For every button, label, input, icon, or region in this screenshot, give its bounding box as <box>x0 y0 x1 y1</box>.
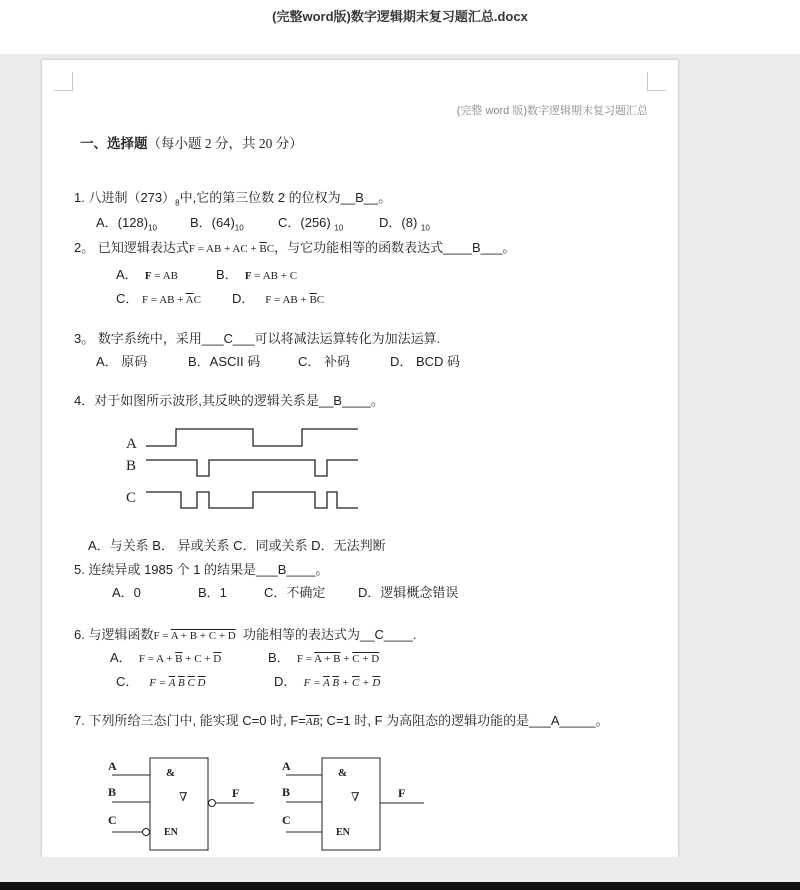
question-6-expression: F = A + B + C + D <box>153 630 236 642</box>
svg-text:A: A <box>108 759 117 773</box>
svg-text:∇: ∇ <box>351 790 360 804</box>
question-4-options: A．与关系 B． 异或关系 C．同或关系 D．无法判断 <box>88 538 386 553</box>
margin-corner-top-left <box>54 72 73 91</box>
svg-text:∇: ∇ <box>179 790 188 804</box>
tristate-gate-a <box>104 756 264 856</box>
question-5-stem: 5. 连续异或 1985 个 1 的结果是___B____。 <box>74 562 329 577</box>
question-1-option-c: C．(256) $_{10}$ <box>278 215 344 233</box>
tristate-gate-b <box>278 756 438 856</box>
question-3-option-b: B．ASCII 码 <box>188 354 261 369</box>
signal-label-b: B <box>126 458 137 474</box>
question-2-option-d: D． F = AB + $\overline{B}C$ <box>232 291 325 306</box>
svg-text:B: B <box>282 785 291 799</box>
question-6-option-d: D． $F = \overline{A}$ $\overline{B} + \overline{C} + \overline{D}$ <box>274 674 381 689</box>
svg-text:F: F <box>232 786 240 800</box>
svg-text:EN: EN <box>164 827 178 838</box>
question-1-option-a: A．$(128)_{10}$ <box>96 215 157 233</box>
question-2-stem: 2。 已知逻辑表达式F = AB + AC + $\overline{B}C$，与它功能相等的函数表达式____B___。 <box>74 240 516 255</box>
page-header: (完整 word 版)数字逻辑期末复习题汇总 <box>456 105 648 117</box>
question-5-option-d: D．逻辑概念错误 <box>358 585 459 600</box>
bottom-bar <box>0 882 800 890</box>
question-6-option-b: B． F = A + B + C + D <box>268 650 380 665</box>
svg-text:EN: EN <box>336 827 350 838</box>
document-page <box>42 60 678 857</box>
section-title: 一、选择题（每小题 2 分，共 20 分） <box>80 136 303 151</box>
question-3-option-a: A． 原码 <box>96 354 148 369</box>
question-7-stem: 7. 下列所给三态门中, 能实现 C=0 时, $F=\overline{AB}$; C=1 时, F 为高阻态的逻辑功能的是___A_____。 <box>74 713 609 728</box>
waveform-c <box>146 492 358 508</box>
question-2-option-c: C． F = AB + $\overline{A}C$ <box>116 291 201 306</box>
question-3-stem: 3。 数字系统中，采用___C___可以将减法运算转化为加法运算. <box>74 331 441 346</box>
signal-label-c: C <box>126 490 137 506</box>
question-5-option-a: A．0 <box>112 585 141 600</box>
document-title: (完整word版)数字逻辑期末复习题汇总.docx <box>272 9 528 24</box>
question-7-expression: $\overline{AB}$ <box>305 716 320 728</box>
svg-text:B: B <box>108 785 117 799</box>
question-6-stem: 6. 与逻辑函数F = A + B + C + D 功能相等的表达式为__C____. <box>74 627 417 642</box>
waveform-b <box>146 460 358 476</box>
question-5-option-c: C．不确定 <box>264 585 326 600</box>
svg-text:A: A <box>282 759 291 773</box>
question-2-expression: F = AB + AC + $\overline{B}C$ <box>188 243 275 255</box>
question-4-stem: 4．对于如图所示波形,其反映的逻辑关系是__B____。 <box>74 393 384 408</box>
question-3-option-d: D． BCD 码 <box>390 354 461 369</box>
svg-text:&: & <box>166 767 176 779</box>
signal-label-a: A <box>126 436 137 452</box>
margin-corner-top-right <box>647 72 666 91</box>
question-3-option-c: C． 补码 <box>298 354 351 369</box>
question-5-option-b: B．1 <box>198 585 227 600</box>
question-1-stem: 1. 八进制$(273)_8$中,它的第三位数 2 的位权为__B__。 <box>74 190 392 208</box>
question-2-option-b: B． F = AB + C <box>216 267 298 282</box>
svg-text:C: C <box>108 813 117 827</box>
question-2-option-a: A． F = AB <box>116 267 179 282</box>
waveform-a <box>146 429 358 446</box>
svg-text:&: & <box>338 767 348 779</box>
question-6-option-c: C． $F = \overline{A}$ $\overline{B}$ $\overline{C}$ $\overline{D}$ <box>116 674 206 689</box>
question-1-option-b: B．$(64)_{10}$ <box>190 215 244 233</box>
svg-text:F: F <box>398 786 406 800</box>
svg-text:C: C <box>282 813 291 827</box>
title-bar <box>0 0 800 54</box>
question-6-option-a: A． $F = A + \overline{B} + C + \overline{D}$ <box>110 650 222 665</box>
question-1-option-d: D．(8) $_{10}$ <box>379 215 430 233</box>
waveform-diagram <box>122 422 362 514</box>
